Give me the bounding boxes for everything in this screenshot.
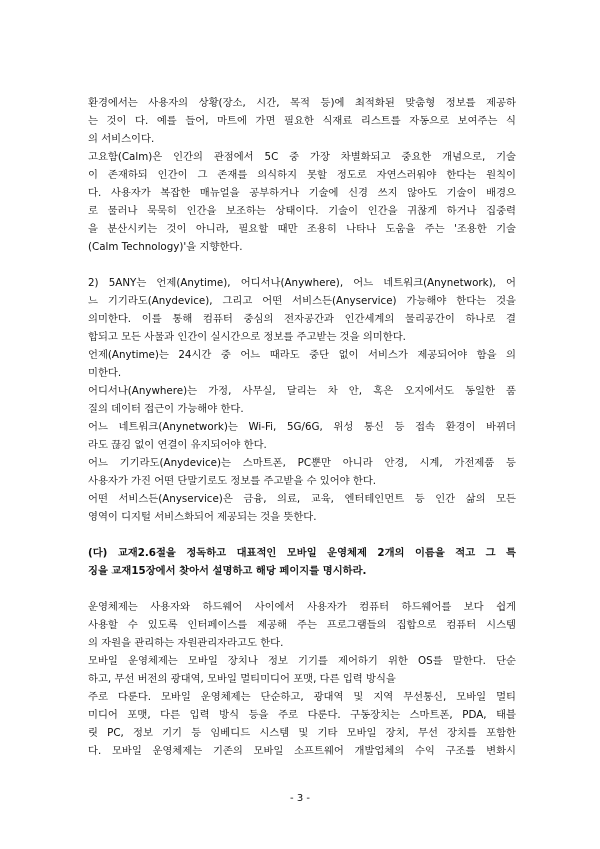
text-line: 주로 다룬다. 모바일 운영체제는 단순하고, 광대역 및 지역 무선통신, 모바일 멀티 (88, 691, 516, 703)
text-line: 운영체제는 사용자와 하드웨어 사이에서 사용자가 컴퓨터 하드웨어를 보다 쉽게 (88, 601, 516, 613)
paragraph-gap (88, 526, 516, 544)
text-line: 의 서비스이다. (88, 133, 155, 145)
text-line: 환경에서는 사용자의 상황(장소, 시간, 목적 등)에 최적화된 맞춤형 정보를 제공하 (88, 97, 516, 109)
text-line: 2) 5ANY는 언제(Anytime), 어디서나(Anywhere), 어느 네트워크(Anynetwork), 어 (88, 277, 516, 289)
text-line: 느 기기라도(Anydevice), 그리고 어떤 서비스든(Anyservice) 가능해야 한다는 것을 (88, 295, 516, 307)
text-line: 어떤 서비스든(Anyservice)은 금융, 의료, 교육, 엔터테인먼트 등 인간 삶의 모든 (88, 493, 516, 505)
text-line: 의미한다. 이를 통해 컴퓨터 중심의 전자공간과 인간세계의 물리공간이 하나로 결 (88, 313, 516, 325)
text-line: 로 물러나 묵묵히 인간을 보조하는 상태이다. 기술이 인간을 귀찮게 하거나 집중력 (88, 205, 516, 217)
paragraph-block (88, 94, 516, 256)
text-line: 어디서나(Anywhere)는 가정, 사무실, 달리는 차 안, 혹은 오지에서도 동일한 품 (88, 385, 516, 397)
text-line: 고요함(Calm)은 인간의 관점에서 5C 중 가장 차별화되고 중요한 개념으로, 기술 (88, 151, 516, 163)
text-line: 미한다. (88, 367, 122, 379)
text-line: 영역이 디지털 서비스화되어 제공되는 것을 뜻한다. (88, 511, 317, 523)
text-line: 합되고 모든 사물과 인간이 실시간으로 정보를 주고받는 것을 의미한다. (88, 331, 406, 343)
text-line: 다. 모바일 운영체제는 기존의 모바일 소프트웨어 개발업체의 수익 구조를 변화시 (88, 745, 516, 757)
text-line: 어느 네트워크(Anynetwork)는 Wi-Fi, 5G/6G, 위성 통신 등 접속 환경이 바뀌더 (88, 421, 516, 433)
text-line: 사용할 수 있도록 인터페이스를 제공해 주는 프로그램들의 집합으로 컴퓨터 시스템 (88, 619, 516, 631)
text-line: (다) 교재2.6절을 정독하고 대표적인 모바일 운영체제 2개의 이름을 적고 그 특 (88, 547, 516, 559)
document-body (88, 94, 516, 760)
text-line: 언제(Anytime)는 24시간 중 어느 때라도 중단 없이 서비스가 제공되어야 함을 의 (88, 349, 516, 361)
paragraph-block (88, 274, 516, 526)
paragraph-block (88, 598, 516, 760)
text-line: 는 것이 다. 예를 들어, 마트에 가면 필요한 식재료 리스트를 자동으로 보여주는 식 (88, 115, 516, 127)
page-number: - 3 - (290, 793, 310, 804)
text-line: 모바일 운영체제는 모바일 장치나 정보 기기를 제어하기 위한 OS를 말한다. 단순 (88, 655, 516, 667)
paragraph-gap (88, 580, 516, 598)
text-line: 라도 끊김 없이 연결이 유지되어야 한다. (88, 439, 267, 451)
text-line: 을 분산시키는 것이 아니라, 필요할 때만 조용히 나타나 도움을 주는 '조용한 기술 (88, 223, 516, 235)
text-line: 의 자원을 관리하는 자원관리자라고도 한다. (88, 637, 284, 649)
text-line: 이 존재하되 인간이 그 존재를 의식하지 못할 정도로 자연스러워야 한다는 원칙이 (88, 169, 516, 181)
text-line: 징을 교재15장에서 찾아서 설명하고 해당 페이지를 명시하라. (88, 565, 367, 577)
question-heading (88, 544, 516, 580)
text-line: 질의 데이터 접근이 가능해야 한다. (88, 403, 244, 415)
text-line: (Calm Technology)'을 지향한다. (88, 241, 243, 253)
text-line: 어느 기기라도(Anydevice)는 스마트폰, PC뿐만 아니라 안경, 시계, 가전제품 등 (88, 457, 516, 469)
text-line: 사용자가 가진 어떤 단말기로도 정보를 주고받을 수 있어야 한다. (88, 475, 377, 487)
text-line: 미디어 포맷, 다른 입력 방식 등을 주로 다룬다. 구동장치는 스마트폰, PDA, 태블 (88, 709, 516, 721)
paragraph-gap (88, 256, 516, 274)
text-line: 하고, 무선 버전의 광대역, 모바일 멀티미디어 포맷, 다른 입력 방식을 (88, 673, 396, 685)
text-line: 다. 사용자가 복잡한 매뉴얼을 공부하거나 기술에 신경 쓰지 않아도 기술이 배경으 (88, 187, 516, 199)
text-line: 릿 PC, 정보 기기 등 임베디드 시스템 및 기타 모바일 장치, 무선 장치를 포함한 (88, 727, 516, 739)
